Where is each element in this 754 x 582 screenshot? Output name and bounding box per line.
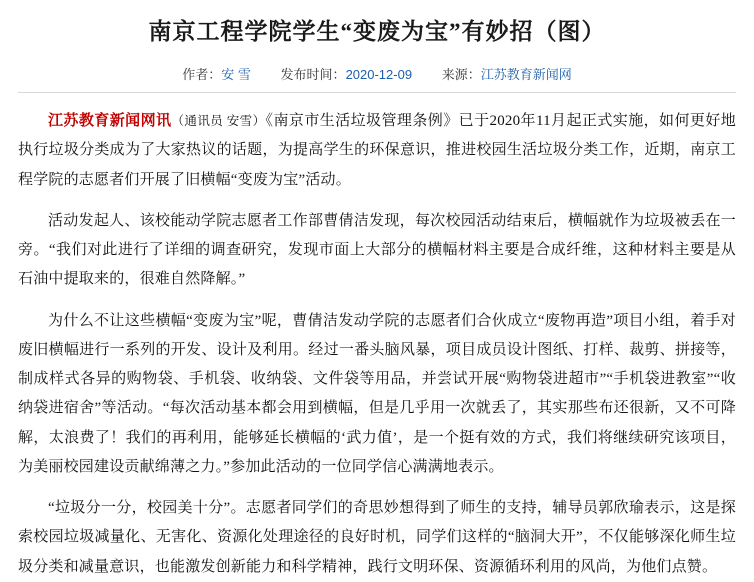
lead-correspondent-note: （通讯员 安雪） [171, 114, 266, 129]
page-title: 南京工程学院学生“变废为宝”有妙招（图） [148, 19, 606, 44]
paragraph-1 [18, 107, 736, 195]
meta-source [442, 64, 572, 83]
paragraph-2: 活动发起人、该校能动学院志愿者工作部曹倩洁发现，每次校园活动结束后，横幅就作为垃圾被丢在一旁。“我们对此进行了详细的调查研究，发现市面上大部分的横幅材料主要是合成纤维，这种材料主要是从石油中提取来的，很难自然降解。” [18, 212, 736, 288]
paragraph-1-text: 《南京市生活垃圾管理条例》已于2020年11月起正式实施，如何更好地执行垃圾分类成为了大家热议的话题，为提高学生的环保意识，推进校园生活垃圾分类工作，近期，南京工程学院的志愿者们开展了旧横幅“变废为宝”活动。 [18, 113, 736, 188]
meta-source-value[interactable]: 江苏教育新闻网 [480, 67, 572, 83]
meta-author [182, 64, 251, 83]
article-body [18, 107, 736, 582]
meta-author-label: 作者： [182, 67, 222, 83]
meta-publish-value: 2020-12-09 [345, 67, 413, 83]
lead-source-name: 江苏教育新闻网讯 [48, 113, 172, 130]
paragraph-3: 为什么不让这些横幅“变废为宝”呢，曹倩洁发动学院的志愿者们合伙成立“废物再造”项目小组，着手对废旧横幅进行一系列的开发、设计及利用。经过一番头脑风暴，项目成员设计图纸、打样、裁剪、拼接等，制成样式各异的购物袋、手机袋、收纳袋、文件袋等用品，并尝试开展“购物袋进超市”“手机袋进教室”“收纳袋进宿舍”等活动。“每次活动基本都会用到横幅，但是几乎用一次就丢了，其实那些布还很新，又不可降解，太浪费了！我们的再利用，能够延长横幅的‘武力值’，是一个挺有效的方式，我们将继续研究该项目，为美丽校园建设贡献绵薄之力。”参加此活动的一位同学信心满满地表示。 [18, 312, 736, 475]
article-meta-bar [18, 64, 736, 93]
paragraph-4: “垃圾分一分，校园美十分”。志愿者同学们的奇思妙想得到了师生的支持，辅导员郭欣瑜表示，这是探索校园垃圾减量化、无害化、资源化处理途径的良好时机，同学们这样的“脑洞大开”，不仅能够深化师生垃圾分类和减量意识，也能激发创新能力和科学精神，践行文明环保、资源循环利用的风尚，为他们点赞。 [18, 500, 736, 575]
meta-source-label: 来源： [441, 67, 481, 83]
meta-author-value[interactable]: 安 雪 [221, 67, 251, 83]
meta-publish-label: 发布时间： [280, 67, 346, 83]
meta-publish-time [281, 64, 413, 83]
article-page [0, 16, 754, 575]
